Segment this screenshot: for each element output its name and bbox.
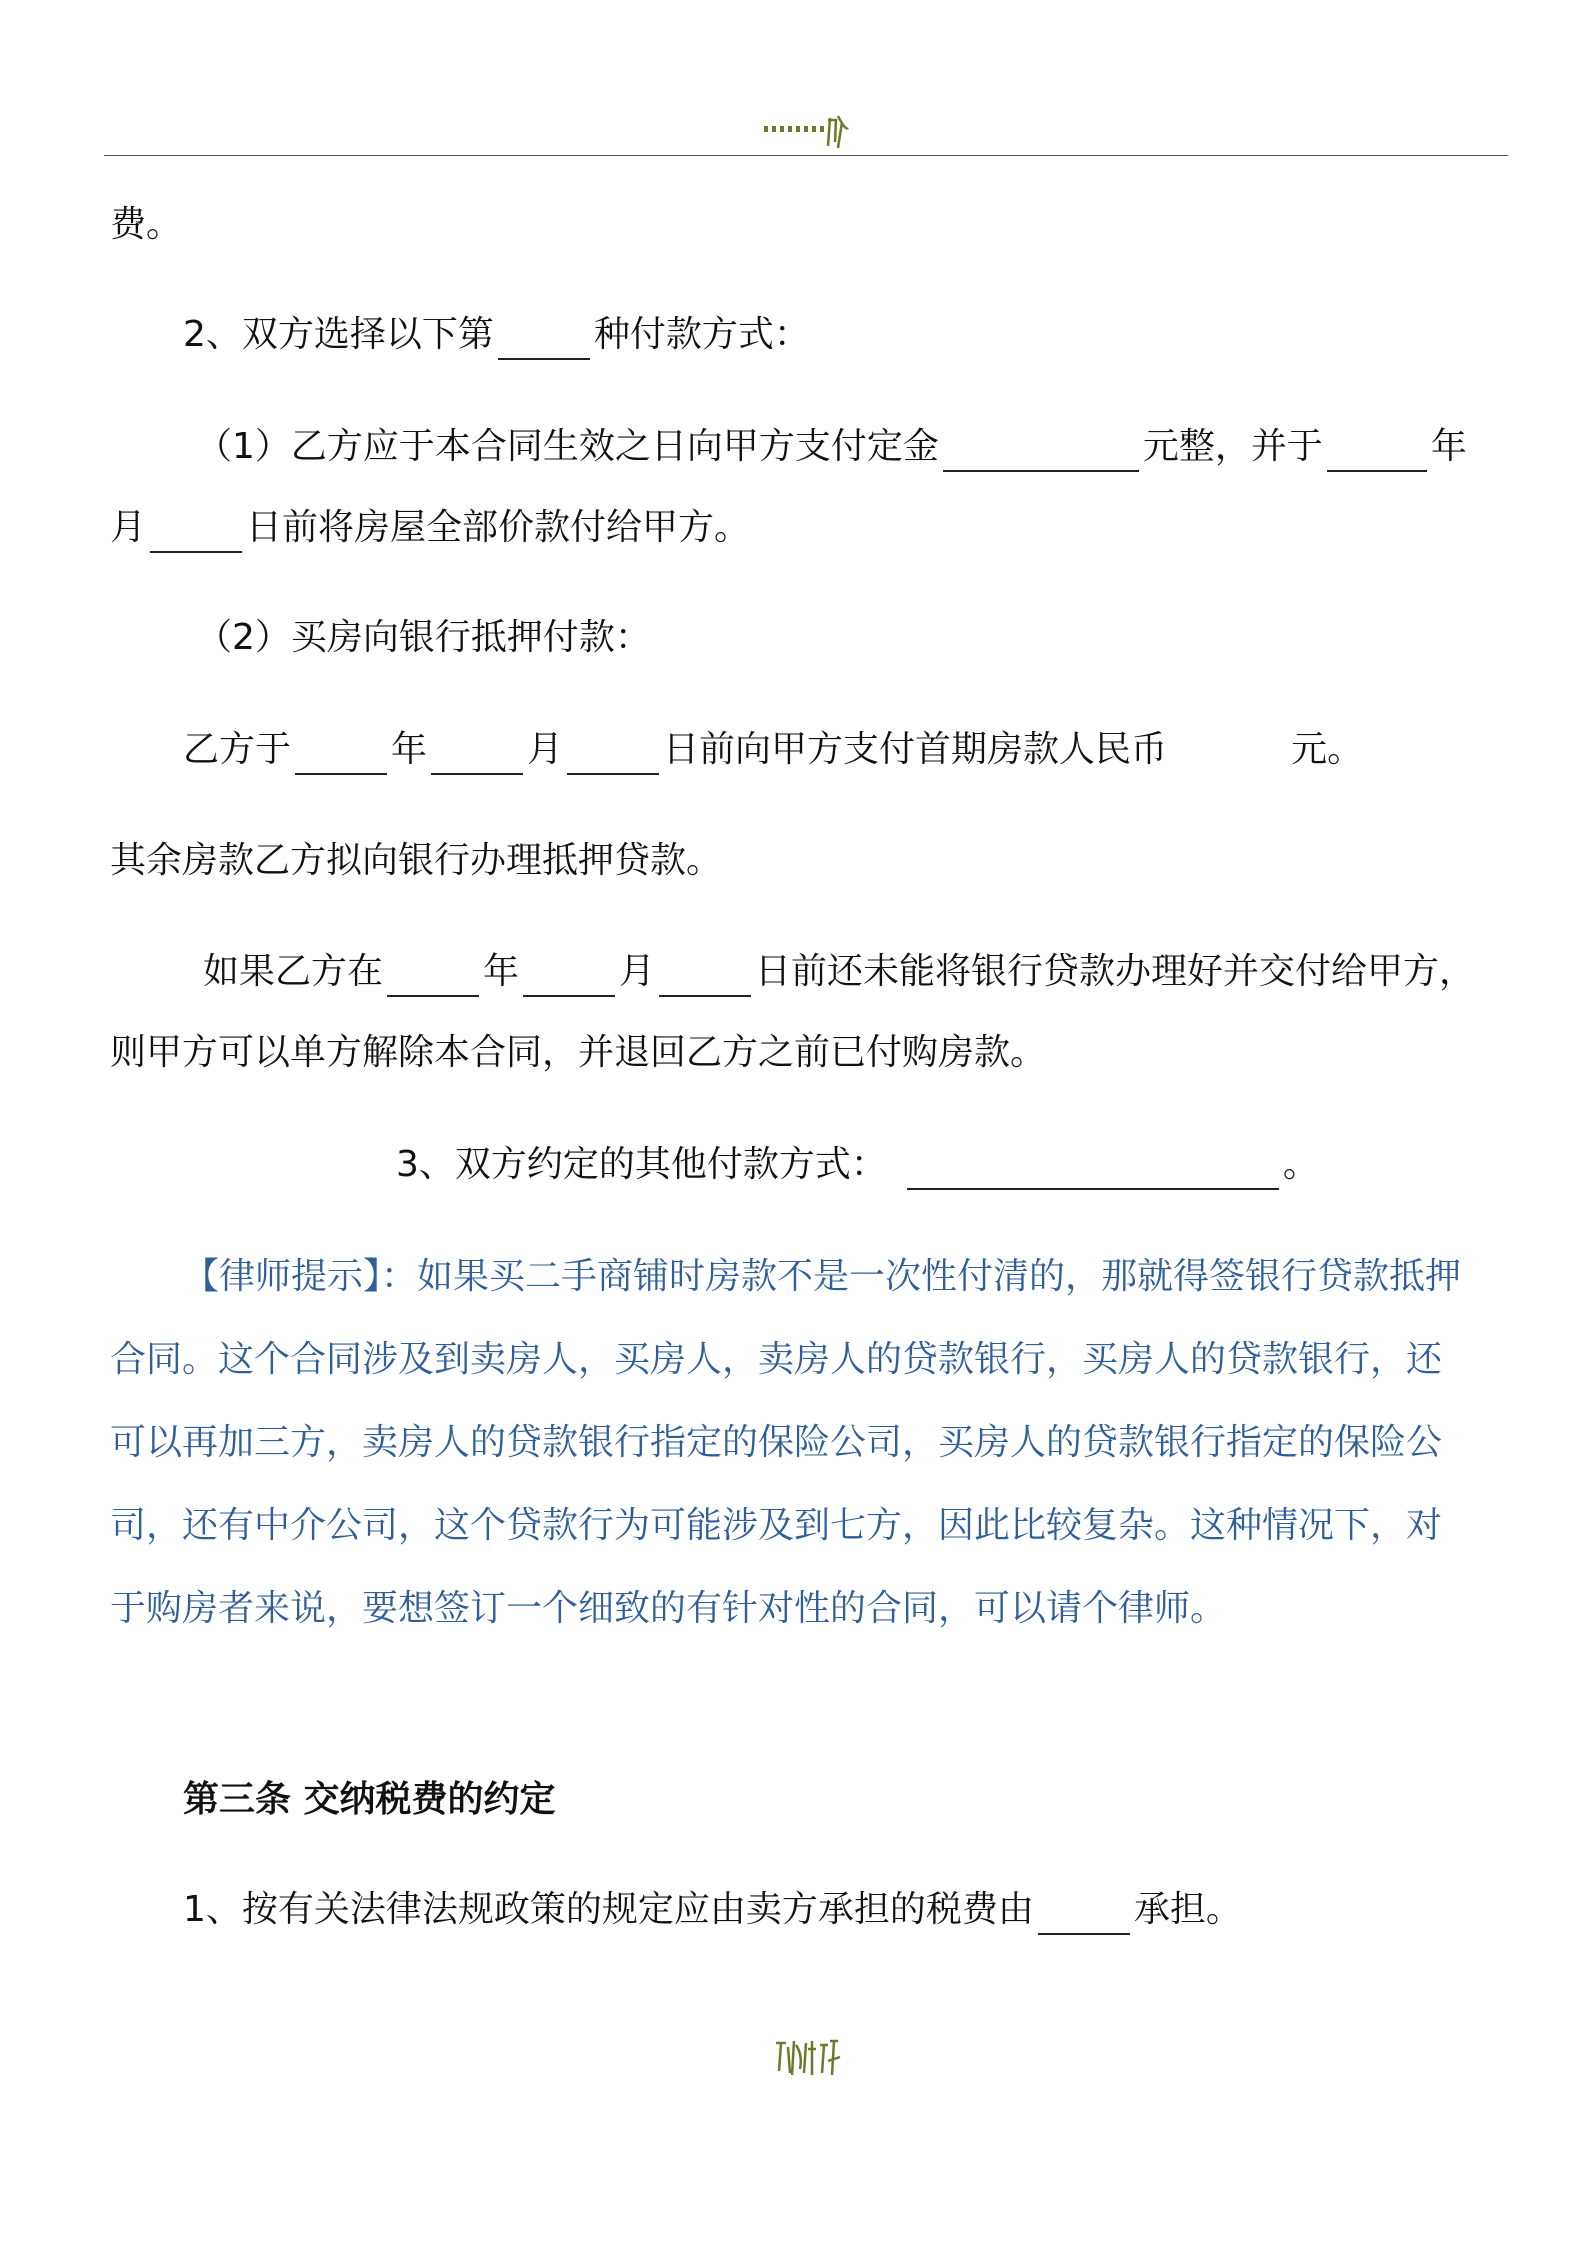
header-logo-icon xyxy=(762,108,852,152)
text-fragment: 年 xyxy=(483,951,520,992)
text-fragment: 元。 xyxy=(1291,729,1364,770)
text-fragment: 日前将房屋全部价款付给甲方。 xyxy=(246,507,751,548)
blank-field[interactable] xyxy=(431,731,523,775)
blank-field[interactable] xyxy=(295,731,387,775)
lawyer-tip-line-4 xyxy=(110,1501,1442,1551)
header-rule xyxy=(104,155,1508,156)
text-fragment: 年 xyxy=(1430,426,1467,467)
blank-field[interactable] xyxy=(567,731,659,775)
blank-field[interactable] xyxy=(943,428,1139,472)
text-fragment: （2）买房向银行抵押付款： xyxy=(196,617,651,658)
text-fragment: 日前向甲方支付首期房款人民币 xyxy=(663,729,1168,770)
text-fragment: 如果乙方在 xyxy=(203,951,384,992)
blank-field[interactable] xyxy=(1038,1891,1130,1935)
text-fragment: 年 xyxy=(391,729,428,770)
text-line-5 xyxy=(196,613,651,663)
text-fragment: 乙方于 xyxy=(183,729,292,770)
text-line-6 xyxy=(183,725,1363,775)
text-fragment: 其余房款乙方拟向银行办理抵押贷款。 xyxy=(110,840,723,881)
text-fragment: 月 xyxy=(527,729,564,770)
text-fragment: 可以再加三方，卖房人的贷款银行指定的保险公司，买房人的贷款银行指定的保险公 xyxy=(110,1422,1443,1463)
text-line-2 xyxy=(183,310,810,360)
text-fragment: （1）乙方应于本合同生效之日向甲方支付定金 xyxy=(196,426,939,467)
text-fragment: 合同。这个合同涉及到卖房人，买房人，卖房人的贷款银行，买房人的贷款银行，还 xyxy=(110,1339,1443,1380)
text-line-1 xyxy=(110,200,182,250)
text-line-4 xyxy=(110,503,750,553)
blank-field[interactable] xyxy=(907,1146,1279,1190)
text-fragment: 第三条 交纳税费的约定 xyxy=(183,1779,556,1820)
blank-field[interactable] xyxy=(498,316,590,360)
text-fragment: 承担。 xyxy=(1133,1889,1242,1930)
text-fragment: 元整，并于 xyxy=(1142,426,1323,467)
lawyer-tip-label: 【律师提示】 xyxy=(183,1256,382,1297)
lawyer-tip-line-3 xyxy=(110,1418,1442,1468)
lawyer-tip-line-2 xyxy=(110,1335,1442,1385)
text-fragment: ：如果买二手商铺时房款不是一次性付清的，那就得签银行贷款抵押 xyxy=(381,1256,1462,1297)
text-fragment: 司，还有中介公司，这个贷款行为可能涉及到七方，因此比较复杂。这种情况下，对 xyxy=(110,1505,1443,1546)
blank-field[interactable] xyxy=(1327,428,1427,472)
text-line-10 xyxy=(396,1140,1319,1190)
text-fragment: 1、按有关法律法规政策的规定应由卖方承担的税费由 xyxy=(183,1889,1034,1930)
blank-field[interactable] xyxy=(523,953,615,997)
blank-field[interactable] xyxy=(659,953,751,997)
lawyer-tip-line-1 xyxy=(183,1252,1461,1302)
blank-field[interactable] xyxy=(387,953,479,997)
text-line-7 xyxy=(110,836,722,886)
text-fragment: 于购房者来说，要想签订一个细致的有针对性的合同，可以请个律师。 xyxy=(110,1588,1227,1629)
text-line-3 xyxy=(196,422,1467,472)
text-fragment: 则甲方可以单方解除本合同，并退回乙方之前已付购房款。 xyxy=(110,1032,1047,1073)
text-fragment: 日前还未能将银行贷款办理好并交付给甲方， xyxy=(755,951,1476,992)
text-fragment: 月 xyxy=(619,951,656,992)
text-fragment: 种付款方式： xyxy=(593,314,810,355)
text-line-9 xyxy=(110,1028,1046,1078)
text-fragment: 。 xyxy=(1282,1144,1319,1185)
text-fragment: 月 xyxy=(110,507,147,548)
text-line-8 xyxy=(203,947,1475,997)
text-fragment: 2、双方选择以下第 xyxy=(183,314,494,355)
text-line-11 xyxy=(183,1885,1242,1935)
article-title xyxy=(183,1775,556,1825)
lawyer-tip-line-5 xyxy=(110,1584,1226,1634)
blank-field[interactable] xyxy=(150,509,242,553)
footer-logo-icon xyxy=(772,2035,844,2079)
text-fragment: 3、双方约定的其他付款方式： xyxy=(396,1144,887,1185)
text-fragment: 费。 xyxy=(110,204,183,245)
